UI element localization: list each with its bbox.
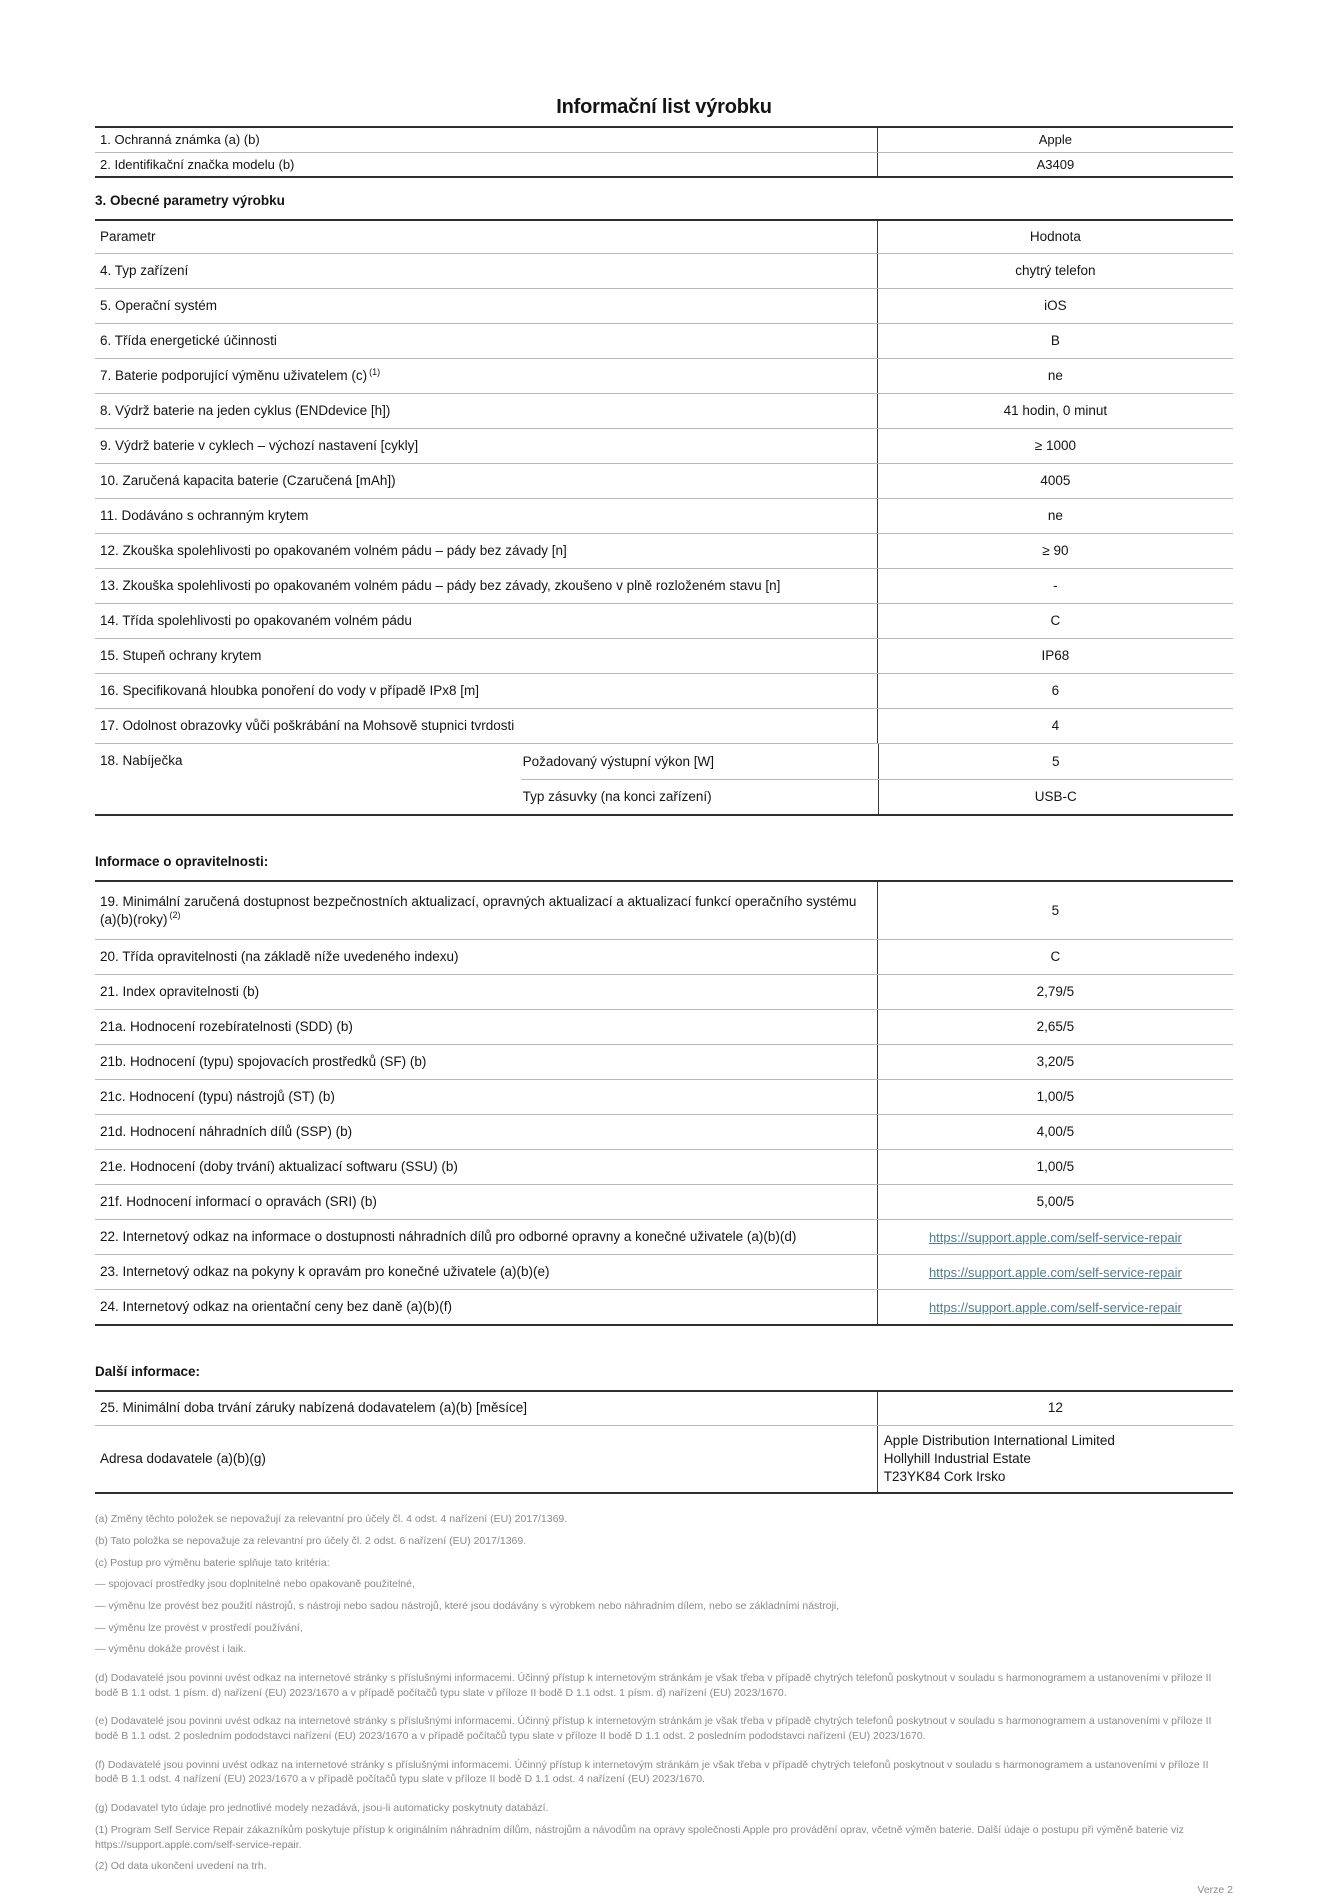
- repairability-table: [95, 880, 1233, 1326]
- row-supplier-address: [95, 1425, 1233, 1493]
- footnote-c-criterion-1: — spojovací prostředky jsou doplnitelné nebo opakovaně použitelné,: [95, 1578, 415, 1591]
- footnote-c-criterion-2: — výměnu lze provést bez použití nástrojů, s nástroji nebo sadou nástrojů, které jsou dodávány s výrobkem nebo náhradním dílem, nebo se základními nástroji,: [95, 1599, 840, 1612]
- row-repair-info-rating: [95, 1184, 1233, 1219]
- row-drop-test-unfolded: [95, 568, 1233, 603]
- param-value: 1,00/5: [877, 1080, 1233, 1114]
- param-label: [95, 886, 877, 936]
- subparam-value: USB-C: [878, 780, 1233, 814]
- row-battery-endurance-per-cycle: [95, 393, 1233, 428]
- row-drop-reliability-class: [95, 603, 1233, 638]
- param-value: ne: [877, 499, 1233, 533]
- param-label: 8. Výdrž baterie na jeden cyklus (ENDdevice [h]): [100, 403, 391, 419]
- row-warranty: [95, 1392, 1233, 1424]
- param-value: C: [877, 940, 1233, 974]
- param-label: 10. Zaručená kapacita baterie (Czaručená [mAh]): [100, 473, 396, 489]
- param-label: 21. Index opravitelnosti (b): [100, 984, 260, 1000]
- row-tools-rating: [95, 1079, 1233, 1114]
- param-value: 5,00/5: [877, 1185, 1233, 1219]
- footnote-f: (f) Dodavatelé jsou povinni uvést odkaz na internetové stránky s příslušnými informacemi. Účinný přístup k internetovým stránkám je však třeba v případě chytrých telefonů poskytnout v souladu s harmonogramem a ustanoveními v příloze II bodě B 1.1 odst. 4 nařízení (EU) 2023/1670 a v případě počítačů typu slate v příloze II bodě D 1.1 odst. 4 nařízení (EU) 2023/1670.: [95, 1758, 1209, 1786]
- row-repairability-index: [95, 974, 1233, 1009]
- footnote-e: (e) Dodavatelé jsou povinni uvést odkaz na internetové stránky s příslušnými informacemi. Účinný přístup k internetovým stránkám je však třeba v případě chytrých telefonů poskytnout v souladu s harmonogramem a ustanoveními v příloze II bodě B 1.1 odst. 2 posledním pododstavci nařízení (EU) 2023/1670 a v případě počítačů typu slate v příloze II bodě D 1.1 odst. 2 posledním pododstavci nařízení (EU) 2023/1670.: [95, 1715, 1212, 1743]
- param-value: ≥ 90: [877, 534, 1233, 568]
- subrow-charger-power: [521, 744, 1233, 779]
- subparam-label: Typ zásuvky (na konci zařízení): [522, 789, 712, 805]
- footnote-g: (g) Dodavatel tyto údaje pro jednotlivé modely nezadává, jsou-li automaticky poskytnuty databází.: [95, 1802, 549, 1815]
- row-fasteners-rating: [95, 1044, 1233, 1079]
- row-software-updates-rating: [95, 1149, 1233, 1184]
- param-label: 12. Zkouška spolehlivosti po opakovaném volném pádu – pády bez závady [n]: [100, 543, 567, 559]
- supplier-address-line: T23YK84 Cork Irsko: [883, 1468, 1006, 1484]
- row-user-replaceable-battery: [95, 358, 1233, 393]
- row-scratch-resistance: [95, 708, 1233, 743]
- param-value: 41 hodin, 0 minut: [877, 394, 1233, 428]
- supplier-address-line: Apple Distribution International Limited: [883, 1432, 1115, 1448]
- param-value: 2,65/5: [877, 1010, 1233, 1044]
- identification-table: [95, 126, 1233, 178]
- row-spare-parts-link: [95, 1219, 1233, 1254]
- param-value: ≥ 1000: [877, 429, 1233, 463]
- row-operating-system: [95, 288, 1233, 323]
- row-protective-cover: [95, 498, 1233, 533]
- param-label: 20. Třída opravitelnosti (na základě níže uvedeného indexu): [100, 949, 459, 965]
- param-label: 21e. Hodnocení (doby trvání) aktualizací softwaru (SSU) (b): [100, 1159, 458, 1175]
- param-value: IP68: [877, 639, 1233, 673]
- self-service-repair-link[interactable]: https://support.apple.com/self-service-repair: [928, 1264, 1182, 1280]
- footnote-d: (d) Dodavatelé jsou povinni uvést odkaz na internetové stránky s příslušnými informacemi. Účinný přístup k internetovým stránkám je však třeba v případě chytrých telefonů poskytnout v souladu s harmonogramem a ustanoveními v příloze II bodě B 1.1 odst. 1 písm. d) nařízení (EU) 2023/1670 a v případě počítačů typu slate v příloze II bodě D 1.1 odst. 1 písm. d) nařízení (EU) 2023/1670.: [95, 1672, 1212, 1699]
- row-immersion-depth: [95, 673, 1233, 708]
- supplier-address-line: Hollyhill Industrial Estate: [883, 1450, 1031, 1466]
- param-label: 22. Internetový odkaz na informace o dostupnosti náhradních dílů pro odborné opravny a konečné uživatele (a)(b)(d): [100, 1229, 797, 1245]
- param-label: 21f. Hodnocení informací o opravách (SRI) (b): [100, 1194, 377, 1210]
- param-value: chytrý telefon: [877, 254, 1233, 288]
- param-value: iOS: [877, 289, 1233, 323]
- subparam-value: 5: [878, 744, 1233, 779]
- footnote-ref-1: (1): [369, 366, 381, 377]
- footnotes: [95, 1512, 1233, 1874]
- footnote-c-criterion-3: — výměnu lze provést v prostředí používání,: [95, 1621, 303, 1634]
- row-repairability-class: [95, 939, 1233, 974]
- row-ingress-protection: [95, 638, 1233, 673]
- param-value: 4,00/5: [877, 1115, 1233, 1149]
- charger-subtable: [521, 744, 1233, 814]
- row-energy-class: [95, 323, 1233, 358]
- param-label: [95, 360, 877, 392]
- param-value: A3409: [877, 153, 1233, 177]
- supplier-address: [877, 1426, 1233, 1493]
- param-label: 4. Typ zařízení: [100, 263, 189, 279]
- row-charger: [95, 743, 1233, 814]
- param-value: Apple: [877, 128, 1233, 152]
- footnote-1: (1) Program Self Service Repair zákazníkům poskytuje přístup k originálním náhradním dílům, nástrojům a návodům na opravy společnosti Apple pro provádění oprav, včetně výměn baterie. Další údaje o postupu při výměně baterie viz https://support.apple.com/self-service-repair.: [95, 1823, 1184, 1851]
- param-value: [877, 1255, 1233, 1289]
- footnote-c: (c) Postup pro výměnu baterie splňuje tato kritéria:: [95, 1556, 330, 1569]
- footnote-c-criterion-4: — výměnu dokáže provést i laik.: [95, 1643, 247, 1656]
- footnote-2: (2) Od data ukončení uvedení na trh.: [95, 1860, 267, 1873]
- row-drop-test: [95, 533, 1233, 568]
- param-value: [877, 1220, 1233, 1254]
- param-label: 11. Dodáváno s ochranným krytem: [100, 508, 309, 524]
- general-parameters-table: [95, 219, 1233, 816]
- row-device-type: [95, 253, 1233, 288]
- param-value: C: [877, 604, 1233, 638]
- param-value: 1,00/5: [877, 1150, 1233, 1184]
- param-value: [877, 1290, 1233, 1324]
- param-label: 9. Výdrž baterie v cyklech – výchozí nastavení [cykly]: [100, 438, 419, 454]
- table-header-row: [95, 221, 1233, 253]
- param-label: 16. Specifikovaná hloubka ponoření do vody v případě IPx8 [m]: [100, 683, 479, 699]
- param-value: -: [877, 569, 1233, 603]
- param-label: 13. Zkouška spolehlivosti po opakovaném volném pádu – pády bez závady, zkoušeno v plně rozloženém stavu [n]: [100, 578, 781, 594]
- param-label: 2. Identifikační značka modelu (b): [100, 156, 295, 172]
- param-label: 21d. Hodnocení náhradních dílů (SSP) (b): [100, 1124, 353, 1140]
- self-service-repair-link[interactable]: https://support.apple.com/self-service-repair: [928, 1229, 1182, 1245]
- section-heading-repairability: Informace o opravitelnosti:: [95, 854, 269, 870]
- param-value: 5: [877, 882, 1233, 939]
- row-pricing-link: [95, 1289, 1233, 1324]
- row-trademark: [95, 128, 1233, 152]
- param-label: 15. Stupeň ochrany krytem: [100, 648, 262, 664]
- row-spare-parts-rating: [95, 1114, 1233, 1149]
- section-heading-general: 3. Obecné parametry výrobku: [95, 193, 285, 209]
- param-label: Adresa dodavatele (a)(b)(g): [100, 1450, 266, 1466]
- row-battery-capacity: [95, 463, 1233, 498]
- column-header-value: Hodnota: [877, 221, 1233, 253]
- further-information-table: [95, 1390, 1233, 1494]
- column-header-parameter: Parametr: [100, 229, 156, 245]
- row-update-availability: [95, 882, 1233, 939]
- param-value: 4: [877, 709, 1233, 743]
- param-label: 14. Třída spolehlivosti po opakovaném volném pádu: [100, 613, 412, 629]
- param-label-text: 7. Baterie podporující výměnu uživatelem (c): [100, 368, 368, 384]
- section-heading-further-info: Další informace:: [95, 1364, 201, 1380]
- footnote-ref-2: (2): [169, 910, 181, 921]
- param-label: 21a. Hodnocení rozebíratelnosti (SDD) (b): [100, 1019, 353, 1035]
- subparam-label: Požadovaný výstupní výkon [W]: [522, 753, 714, 769]
- self-service-repair-link[interactable]: https://support.apple.com/self-service-repair: [928, 1299, 1182, 1315]
- param-label: 5. Operační systém: [100, 298, 218, 314]
- row-repair-instructions-link: [95, 1254, 1233, 1289]
- param-label: 17. Odolnost obrazovky vůči poškrábání na Mohsově stupnici tvrdosti: [100, 718, 515, 734]
- param-label: 6. Třída energetické účinnosti: [100, 333, 277, 349]
- param-value: 3,20/5: [877, 1045, 1233, 1079]
- param-label: 23. Internetový odkaz na pokyny k opravám pro konečné uživatele (a)(b)(e): [100, 1264, 550, 1280]
- row-battery-cycles: [95, 428, 1233, 463]
- footnote-b: (b) Tato položka se nepovažuje za relevantní pro účely čl. 2 odst. 6 nařízení (EU) 2017/1369.: [95, 1534, 527, 1547]
- footnote-a: (a) Změny těchto položek se nepovažují za relevantní pro účely čl. 4 odst. 4 nařízení (EU) 2017/1369.: [95, 1513, 568, 1526]
- subrow-charger-plug: [521, 779, 1233, 814]
- param-label: 1. Ochranná známka (a) (b): [100, 132, 260, 147]
- param-label-text: 19. Minimální zaručená dostupnost bezpečnostních aktualizací, opravných aktualizací a aktualizací funkcí operačního systému (a)(b)(roky): [100, 893, 857, 927]
- param-value: ne: [877, 359, 1233, 393]
- param-label: 24. Internetový odkaz na orientační ceny bez daně (a)(b)(f): [100, 1299, 452, 1315]
- param-value: 4005: [877, 464, 1233, 498]
- page-title: Informační list výrobku: [556, 96, 772, 118]
- row-model-id: [95, 152, 1233, 177]
- param-label: 25. Minimální doba trvání záruky nabízená dodavatelem (a)(b) [měsíce]: [100, 1400, 527, 1416]
- param-value: 2,79/5: [877, 975, 1233, 1009]
- param-value: B: [877, 324, 1233, 358]
- param-value: 12: [877, 1392, 1233, 1424]
- row-disassembly-rating: [95, 1009, 1233, 1044]
- param-label: 18. Nabíječka: [100, 753, 183, 769]
- version-label: Verze 2: [1197, 1883, 1233, 1896]
- param-value: 6: [877, 674, 1233, 708]
- param-label: 21c. Hodnocení (typu) nástrojů (ST) (b): [100, 1089, 335, 1105]
- param-label: 21b. Hodnocení (typu) spojovacích prostředků (SF) (b): [100, 1054, 427, 1070]
